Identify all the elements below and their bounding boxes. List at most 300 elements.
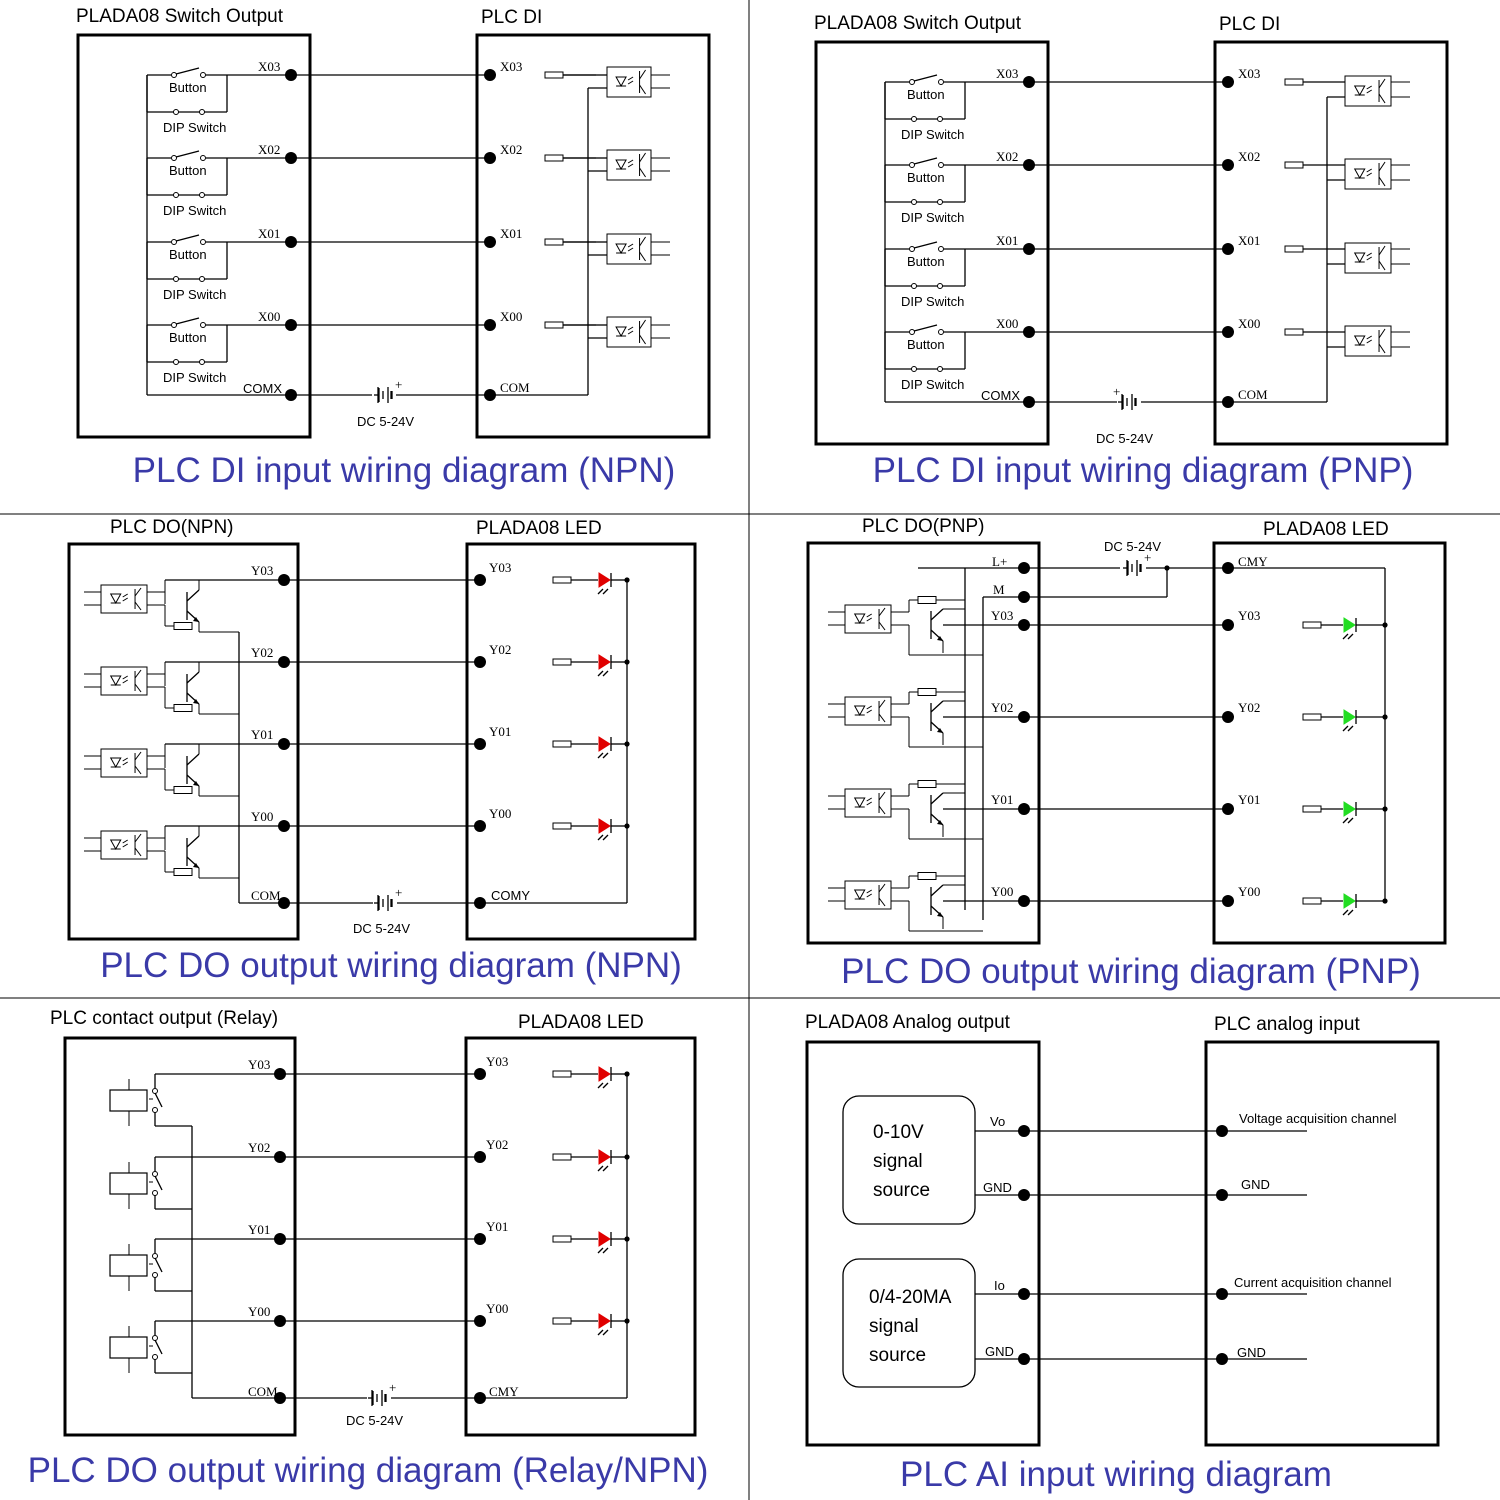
channel-label: X00 (500, 309, 523, 324)
transistor-icon (187, 836, 199, 868)
resistor-icon (1285, 246, 1303, 252)
input-terminal (484, 152, 496, 164)
resistor-icon (1303, 714, 1321, 720)
com-label: COM (500, 380, 530, 395)
led-input-terminal (474, 574, 486, 586)
src1-line1: 0-10V (873, 1122, 924, 1143)
relay-coil-icon (110, 1090, 147, 1111)
junction-dot (1382, 714, 1387, 719)
button-icon (885, 242, 965, 252)
gnd-label: GND (983, 1180, 1012, 1195)
button-label: Button (907, 254, 945, 269)
transistor-icon (187, 754, 199, 786)
contact-blade (155, 1258, 162, 1272)
contact-blade (155, 1340, 162, 1354)
channel-label: X03 (996, 66, 1019, 81)
transistor-collector (187, 754, 199, 765)
channel-label: X02 (1238, 149, 1261, 164)
optocoupler-icon (1345, 76, 1391, 106)
channel-label: Y00 (248, 1304, 271, 1319)
src1-line3: source (873, 1180, 931, 1201)
button-icon (885, 325, 965, 335)
switch-pin (939, 330, 944, 335)
input-terminal (1222, 243, 1234, 255)
button-label: Button (907, 87, 945, 102)
resistor-icon (174, 623, 192, 630)
switch-pin (201, 156, 206, 161)
switch-pin (201, 73, 206, 78)
optocoupler-icon (845, 605, 891, 633)
supply-label: DC 5-24V (346, 1413, 404, 1428)
channel-label: X03 (1238, 66, 1261, 81)
switch-blade (914, 242, 937, 248)
channel-label: X01 (258, 226, 281, 241)
resistor-icon (174, 787, 192, 794)
led-light-arrow (1343, 910, 1348, 915)
comx-label: COMX (981, 388, 1020, 403)
button-label: Button (169, 163, 207, 178)
channel-label: X02 (996, 149, 1019, 164)
transistor-collector (187, 836, 199, 847)
led-icon (598, 1314, 611, 1335)
input-terminal (484, 236, 496, 248)
channel-label: X00 (1238, 316, 1261, 331)
resistor-icon (553, 823, 571, 829)
led-light-arrow (603, 1166, 608, 1171)
channel-label: Y02 (1238, 700, 1261, 715)
resistor-icon (918, 597, 936, 604)
relay-circuit (110, 1054, 630, 1428)
optocoupler-icon (1345, 326, 1391, 356)
button-label: Button (169, 247, 207, 262)
resistor-icon (1285, 162, 1303, 168)
dip-switch-pin (938, 284, 943, 289)
relay-coil-icon (110, 1173, 147, 1194)
led-light-arrow (1348, 634, 1353, 639)
led-triangle (599, 1067, 610, 1081)
gnd-channel-label: GND (1241, 1177, 1270, 1192)
resistor-icon (545, 239, 563, 245)
do-pnp-circuit (828, 539, 1388, 931)
switch-blade (176, 318, 199, 324)
dip-switch-pin (912, 117, 917, 122)
supply-label: DC 5-24V (1096, 431, 1154, 446)
led-input-terminal (1222, 895, 1234, 907)
transistor-collector (187, 672, 199, 683)
contact-pin (153, 1191, 158, 1196)
optocoupler-icon (101, 749, 147, 777)
relay-left-title: PLC contact output (Relay) (50, 1008, 279, 1029)
led-light-arrow (603, 1330, 608, 1335)
dip-switch-pin (912, 367, 917, 372)
channel-label: X01 (996, 233, 1019, 248)
ai-caption: PLC AI input wiring diagram (900, 1455, 1332, 1494)
dip-switch-label: DIP Switch (901, 377, 965, 392)
battery-icon (374, 377, 402, 403)
led-input-terminal (474, 820, 486, 832)
channel-label: Y03 (251, 563, 274, 578)
switch-pin (201, 240, 206, 245)
led-icon (598, 1232, 611, 1253)
channel-label: Y03 (248, 1057, 271, 1072)
led-icon (598, 655, 611, 676)
switch-pin (910, 330, 915, 335)
transistor-icon (931, 609, 943, 641)
button-icon (147, 235, 227, 245)
led-triangle (1344, 802, 1355, 816)
battery-plus-sign: + (389, 1380, 397, 1395)
comy-label: COMY (491, 888, 530, 903)
led-icon (1343, 894, 1356, 915)
di-npn-caption: PLC DI input wiring diagram (NPN) (132, 451, 676, 490)
switch-pin (172, 156, 177, 161)
switch-blade (914, 158, 937, 164)
resistor-icon (553, 1154, 571, 1160)
led-triangle (599, 819, 610, 833)
resistor-icon (553, 659, 571, 665)
contact-pin (153, 1355, 158, 1360)
channel-label: Y01 (248, 1222, 271, 1237)
resistor-icon (545, 72, 563, 78)
battery-icon (1113, 384, 1136, 410)
transistor-icon (931, 793, 943, 825)
dip-switch-pin (200, 360, 205, 365)
led-light-arrow (1343, 634, 1348, 639)
led-triangle (599, 655, 610, 669)
resistor-icon (918, 781, 936, 788)
dip-switch-pin (200, 193, 205, 198)
input-terminal (1222, 159, 1234, 171)
optocoupler-icon (607, 67, 651, 97)
relay-caption: PLC DO output wiring diagram (Relay/NPN) (27, 1451, 709, 1490)
led-light-arrow (598, 753, 603, 758)
led-input-terminal (474, 1068, 486, 1080)
led-light-arrow (1343, 818, 1348, 823)
src2-line1: 0/4-20MA (869, 1287, 952, 1308)
dip-switch-pin (200, 110, 205, 115)
channel-label: Y02 (486, 1137, 509, 1152)
led-light-arrow (1343, 726, 1348, 731)
led-light-arrow (603, 753, 608, 758)
voltage-channel-label: Voltage acquisition channel (1239, 1111, 1397, 1126)
channel-label: X01 (1238, 233, 1261, 248)
do-pnp-caption: PLC DO output wiring diagram (PNP) (841, 952, 1421, 991)
io-label: Io (994, 1278, 1005, 1293)
switch-blade (914, 75, 937, 81)
junction-dot (1382, 622, 1387, 627)
channel-label: Y01 (991, 792, 1014, 807)
optocoupler-icon (1345, 159, 1391, 189)
dip-switch-label: DIP Switch (901, 210, 965, 225)
battery-plus-sign: + (1144, 550, 1152, 565)
channel-label: Y03 (486, 1054, 509, 1069)
led-triangle (1344, 710, 1355, 724)
plc-analog-input-module (1206, 1042, 1438, 1445)
do-pnp-right-title: PLADA08 LED (1263, 519, 1389, 540)
button-icon (885, 75, 965, 85)
transistor-icon (187, 672, 199, 704)
battery-plus-sign: + (395, 377, 403, 392)
transistor-collector (931, 701, 943, 712)
channel-label: Y02 (251, 645, 274, 660)
switch-blade (176, 151, 199, 157)
contact-pin (153, 1108, 158, 1113)
button-label: Button (169, 80, 207, 95)
led-triangle (599, 1232, 610, 1246)
channel-label: Y02 (248, 1140, 271, 1155)
resistor-icon (545, 322, 563, 328)
button-icon (147, 68, 227, 78)
resistor-icon (174, 705, 192, 712)
resistor-icon (1303, 622, 1321, 628)
optocoupler-icon (1345, 243, 1391, 273)
channel-label: Y00 (486, 1301, 509, 1316)
channel-label: Y01 (251, 727, 274, 742)
di-pnp-left-title: PLADA08 Switch Output (814, 13, 1021, 34)
dip-switch-pin (938, 117, 943, 122)
channel-label: Y00 (1238, 884, 1261, 899)
comx-label: COMX (243, 381, 282, 396)
channel-label: Y03 (1238, 608, 1261, 623)
channel-label: Y02 (991, 700, 1014, 715)
dip-switch-pin (174, 277, 179, 282)
led-triangle (599, 737, 610, 751)
di-npn-right-title: PLC DI (481, 7, 543, 28)
do-npn-left-title: PLC DO(NPN) (110, 517, 234, 538)
switch-blade (176, 235, 199, 241)
current-channel-label: Current acquisition channel (1234, 1275, 1392, 1290)
com-label: COM (248, 1384, 278, 1399)
button-label: Button (907, 337, 945, 352)
supply-label: DC 5-24V (357, 414, 415, 429)
led-icon (598, 737, 611, 758)
led-triangle (599, 1150, 610, 1164)
supply-label: DC 5-24V (1104, 539, 1162, 554)
led-input-terminal (474, 1233, 486, 1245)
led-light-arrow (598, 1330, 603, 1335)
dip-switch-label: DIP Switch (901, 127, 965, 142)
relay-coil-icon (110, 1337, 147, 1358)
led-icon (598, 1150, 611, 1171)
switch-pin (172, 323, 177, 328)
button-icon (147, 151, 227, 161)
resistor-icon (1303, 806, 1321, 812)
di-pnp-circuit (885, 66, 1410, 446)
led-module (1214, 543, 1445, 943)
battery-icon (368, 1380, 396, 1406)
dip-switch-label: DIP Switch (163, 203, 227, 218)
resistor-icon (553, 1071, 571, 1077)
src2-line2: signal (869, 1316, 919, 1337)
voltage-input-terminal (1216, 1125, 1228, 1137)
resistor-icon (553, 577, 571, 583)
led-light-arrow (598, 1248, 603, 1253)
panel-do-pnp (808, 516, 1445, 991)
channel-label: X01 (500, 226, 523, 241)
panel-ai (805, 1012, 1438, 1494)
battery-icon (374, 885, 402, 911)
gnd-label: GND (985, 1344, 1014, 1359)
led-light-arrow (598, 1166, 603, 1171)
do-npn-circuit (84, 560, 630, 936)
transistor-icon (187, 590, 199, 622)
resistor-icon (545, 155, 563, 161)
do-npn-caption: PLC DO output wiring diagram (NPN) (100, 946, 682, 985)
dip-switch-pin (912, 284, 917, 289)
switch-pin (939, 163, 944, 168)
led-triangle (599, 573, 610, 587)
dip-switch-pin (912, 200, 917, 205)
contact-pin (153, 1172, 158, 1177)
resistor-icon (1303, 898, 1321, 904)
switch-pin (172, 73, 177, 78)
optocoupler-icon (607, 234, 651, 264)
channel-label: X02 (258, 142, 281, 157)
led-light-arrow (603, 589, 608, 594)
optocoupler-icon (845, 881, 891, 909)
contact-blade (155, 1093, 162, 1107)
panel-do-npn (69, 517, 695, 985)
dip-switch-pin (174, 360, 179, 365)
optocoupler-icon (845, 789, 891, 817)
vo-terminal (1018, 1125, 1030, 1137)
io-terminal (1018, 1288, 1030, 1300)
led-input-terminal (474, 1151, 486, 1163)
transistor-collector (931, 793, 943, 804)
transistor-collector (187, 590, 199, 601)
contact-pin (153, 1336, 158, 1341)
switch-blade (914, 325, 937, 331)
di-npn-left-title: PLADA08 Switch Output (76, 6, 283, 27)
do-npn-right-title: PLADA08 LED (476, 518, 602, 539)
lplus-label: L+ (992, 554, 1008, 569)
ai-left-title: PLADA08 Analog output (805, 1012, 1010, 1033)
led-input-terminal (1222, 803, 1234, 815)
m-label: M (993, 582, 1005, 597)
channel-label: Y00 (991, 884, 1014, 899)
dip-switch-pin (200, 277, 205, 282)
current-input-terminal (1216, 1288, 1228, 1300)
transistor-icon (931, 701, 943, 733)
channel-label: X02 (500, 142, 523, 157)
resistor-icon (918, 689, 936, 696)
di-pnp-caption: PLC DI input wiring diagram (PNP) (872, 451, 1414, 490)
resistor-icon (553, 1318, 571, 1324)
led-module (467, 544, 695, 939)
led-triangle (1344, 894, 1355, 908)
optocoupler-icon (101, 585, 147, 613)
gnd-terminal (1018, 1353, 1030, 1365)
led-module (466, 1038, 695, 1435)
led-input-terminal (474, 738, 486, 750)
button-label: Button (169, 330, 207, 345)
led-light-arrow (598, 835, 603, 840)
led-light-arrow (603, 1083, 608, 1088)
switch-pin (172, 240, 177, 245)
channel-label: X03 (500, 59, 523, 74)
battery-plus-sign: + (1113, 384, 1121, 399)
button-icon (885, 158, 965, 168)
cmy-label: CMY (1238, 554, 1268, 569)
dip-switch-pin (174, 193, 179, 198)
led-light-arrow (603, 835, 608, 840)
switch-pin (910, 80, 915, 85)
channel-label: X00 (258, 309, 281, 324)
input-terminal (1222, 326, 1234, 338)
channel-label: Y01 (486, 1219, 509, 1234)
optocoupler-icon (607, 317, 651, 347)
contact-blade (155, 1176, 162, 1190)
resistor-icon (1285, 79, 1303, 85)
relay-coil-icon (110, 1255, 147, 1276)
led-icon (598, 573, 611, 594)
button-label: Button (907, 170, 945, 185)
switch-pin (910, 247, 915, 252)
com-label: COM (251, 888, 281, 903)
channel-label: X00 (996, 316, 1019, 331)
ai-right-title: PLC analog input (1214, 1014, 1360, 1035)
led-input-terminal (474, 656, 486, 668)
resistor-icon (553, 1236, 571, 1242)
led-icon (1343, 802, 1356, 823)
relay-right-title: PLADA08 LED (518, 1012, 644, 1033)
led-light-arrow (1348, 818, 1353, 823)
dip-switch-pin (174, 110, 179, 115)
contact-pin (153, 1089, 158, 1094)
switch-pin (201, 323, 206, 328)
optocoupler-icon (607, 150, 651, 180)
channel-label: Y02 (489, 642, 512, 657)
supply-label: DC 5-24V (353, 921, 411, 936)
led-triangle (599, 1314, 610, 1328)
led-light-arrow (1348, 726, 1353, 731)
junction-dot (1382, 898, 1387, 903)
optocoupler-icon (101, 831, 147, 859)
switch-pin (910, 163, 915, 168)
led-light-arrow (603, 671, 608, 676)
dip-switch-pin (938, 200, 943, 205)
contact-pin (153, 1273, 158, 1278)
led-icon (598, 1067, 611, 1088)
resistor-icon (174, 869, 192, 876)
channel-label: Y03 (991, 608, 1014, 623)
panel-di-pnp (814, 13, 1447, 490)
di-pnp-right-title: PLC DI (1219, 14, 1281, 35)
dip-switch-label: DIP Switch (901, 294, 965, 309)
analog-output-module (807, 1042, 1039, 1445)
switch-pin (939, 247, 944, 252)
dip-switch-label: DIP Switch (163, 287, 227, 302)
led-input-terminal (1222, 711, 1234, 723)
led-light-arrow (598, 1083, 603, 1088)
channel-label: Y00 (489, 806, 512, 821)
panel-di-npn (76, 6, 709, 490)
cmy-label: CMY (489, 1384, 519, 1399)
channel-label: Y03 (489, 560, 512, 575)
di-npn-circuit (147, 59, 670, 429)
src1-line2: signal (873, 1151, 923, 1172)
contact-pin (153, 1254, 158, 1259)
input-terminal (484, 319, 496, 331)
led-icon (1343, 618, 1356, 639)
led-icon (598, 819, 611, 840)
switch-blade (176, 68, 199, 74)
transistor-collector (931, 609, 943, 620)
channel-label: Y00 (251, 809, 274, 824)
led-light-arrow (603, 1248, 608, 1253)
optocoupler-icon (845, 697, 891, 725)
dip-switch-label: DIP Switch (163, 370, 227, 385)
